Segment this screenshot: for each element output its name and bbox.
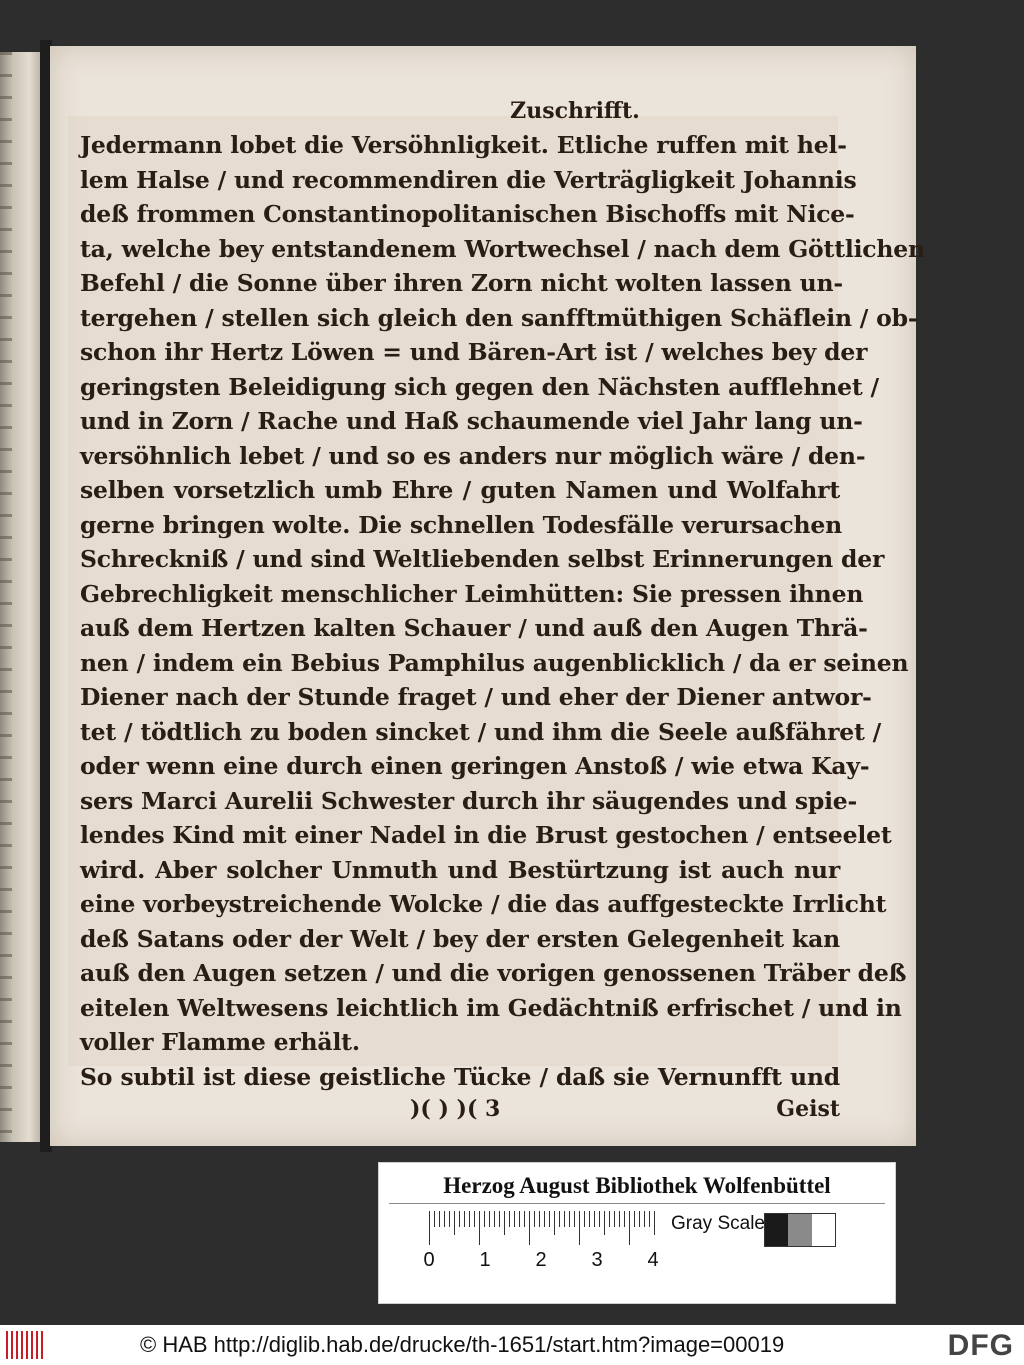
- text-line: selben vorsetzlich umb Ehre / guten Namen und Wolfahrt: [80, 476, 840, 504]
- ruler-tick: [489, 1211, 490, 1227]
- ruler-tick: [644, 1211, 645, 1227]
- text-line: oder wenn eine durch einen geringen Anstoß / wie etwa Kay-: [80, 752, 870, 780]
- text-line: Schreckniß / und sind Weltliebenden selbst Erinnerungen der: [80, 545, 885, 573]
- ruler-tick: [454, 1211, 455, 1235]
- ruler-tick: [484, 1211, 485, 1227]
- ruler-tick: [494, 1211, 495, 1227]
- text-line: So subtil ist diese geistliche Tücke / daß sie Vernunfft und: [80, 1062, 840, 1091]
- ruler-tick: [499, 1211, 500, 1227]
- scale-number: 0: [423, 1249, 435, 1271]
- text-line: ta, welche bey entstandenem Wortwechsel / nach dem Göttlichen: [80, 234, 925, 263]
- page-header: Zuschrifft.: [510, 98, 640, 124]
- library-card: [378, 1162, 896, 1304]
- ruler-tick: [519, 1211, 520, 1227]
- ruler-tick: [564, 1211, 565, 1227]
- ruler-tick: [639, 1211, 640, 1227]
- ruler-tick: [609, 1211, 610, 1227]
- ruler-tick: [629, 1211, 630, 1245]
- ruler-tick: [474, 1211, 475, 1227]
- footer-bar: [0, 1325, 1024, 1365]
- ruler-tick: [599, 1211, 600, 1227]
- ruler-tick: [604, 1211, 605, 1235]
- text-line: lem Halse / und recommendiren die Verträgligkeit Johannis: [80, 165, 857, 194]
- text-line: sers Marci Aurelii Schwester durch ihr säugendes und spie-: [80, 786, 858, 815]
- gray-scale-swatch: [764, 1213, 836, 1247]
- scale-number: 3: [591, 1249, 603, 1271]
- dfg-logo: DFG: [947, 1329, 1014, 1362]
- ruler-tick: [574, 1211, 575, 1227]
- ruler-tick: [539, 1211, 540, 1227]
- ruler-tick: [589, 1211, 590, 1227]
- text-line: deß frommen Constantinopolitanischen Bischoffs mit Nice-: [80, 200, 855, 228]
- card-divider: [389, 1203, 885, 1204]
- page-footer: [80, 1096, 840, 1130]
- ruler-tick: [439, 1211, 440, 1227]
- ruler-tick: [619, 1211, 620, 1227]
- signature-mark: )( ) )( 3: [410, 1096, 501, 1122]
- catchword: Geist: [776, 1096, 840, 1122]
- text-line: auß den Augen setzen / und die vorigen genossenen Träber deß: [80, 959, 907, 987]
- text-line: Gebrechligkeit menschlicher Leimhütten: Sie pressen ihnen: [80, 579, 864, 608]
- text-line: Jedermann lobet die Versöhnligkeit. Etliche ruffen mit hel-: [80, 131, 847, 159]
- ruler-tick: [469, 1211, 470, 1227]
- ruler-tick: [654, 1211, 655, 1235]
- text-lines: [80, 128, 925, 1094]
- ruler-tick: [524, 1211, 525, 1227]
- ruler-tick: [514, 1211, 515, 1227]
- scale-number: 2: [535, 1249, 547, 1271]
- text-line: nen / indem ein Bebius Pamphilus augenblicklich / da er seinen: [80, 648, 909, 677]
- text-line: voller Flamme erhält.: [80, 1028, 360, 1056]
- ruler-tick: [569, 1211, 570, 1227]
- text-line: tergehen / stellen sich gleich den sanfftmüthigen Schäflein / ob-: [80, 303, 918, 332]
- ruler-tick: [429, 1211, 430, 1245]
- ruler-tick: [544, 1211, 545, 1227]
- text-line: geringsten Beleidigung sich gegen den Nächsten aufflehnet /: [80, 372, 879, 401]
- text-line: deß Satans oder der Welt / bey der ersten Gelegenheit kan: [80, 924, 840, 953]
- ruler-tick: [614, 1211, 615, 1227]
- text-line: eine vorbeystreichende Wolcke / die das auffgesteckte Irrlicht: [80, 890, 887, 918]
- ruler-tick: [504, 1211, 505, 1235]
- text-line: versöhnlich lebet / und so es anders nur möglich wäre / den-: [80, 441, 866, 470]
- ruler-tick: [444, 1211, 445, 1227]
- text-line: schon ihr Hertz Löwen = und Bären-Art ist / welches bey der: [80, 338, 868, 366]
- gray-scale-label: Gray Scale: [671, 1213, 765, 1234]
- left-page-edge: [0, 52, 42, 1142]
- ruler-tick: [459, 1211, 460, 1227]
- ruler-tick: [549, 1211, 550, 1227]
- ruler-tick: [559, 1211, 560, 1227]
- ruler-tick: [649, 1211, 650, 1227]
- text-line: lendes Kind mit einer Nadel in die Brust gestochen / entseelet: [80, 821, 892, 849]
- copyright-link[interactable]: © HAB http://diglib.hab.de/drucke/th-1651/start.htm?image=00019: [140, 1332, 785, 1357]
- gray-swatch-cell: [812, 1214, 835, 1246]
- ruler-tick: [479, 1211, 480, 1245]
- scale-number: 1: [479, 1249, 491, 1271]
- barcode-icon: [6, 1331, 46, 1359]
- page-text-block: [80, 98, 925, 1130]
- library-name: Herzog August Bibliothek Wolfenbüttel: [443, 1173, 831, 1198]
- text-line: Befehl / die Sonne über ihren Zorn nicht wolten lassen un-: [80, 269, 843, 297]
- text-line: und in Zorn / Rache und Haß schaumende viel Jahr lang un-: [80, 407, 863, 435]
- text-line: auß dem Hertzen kalten Schauer / und auß den Augen Thrä-: [80, 614, 868, 642]
- ruler-tick: [434, 1211, 435, 1227]
- text-line: gerne bringen wolte. Die schnellen Todesfälle verursachen: [80, 510, 842, 539]
- scale-number: 4: [647, 1249, 659, 1271]
- scale-ruler: [429, 1211, 659, 1245]
- ruler-tick: [464, 1211, 465, 1227]
- ruler-tick: [579, 1211, 580, 1245]
- gray-swatch-cell: [788, 1214, 811, 1246]
- ruler-tick: [529, 1211, 530, 1245]
- ruler-tick: [449, 1211, 450, 1227]
- text-line: wird. Aber solcher Unmuth und Bestürtzung ist auch nur: [80, 855, 840, 884]
- ruler-tick: [634, 1211, 635, 1227]
- ruler-tick: [534, 1211, 535, 1227]
- ruler-tick: [594, 1211, 595, 1227]
- ruler-tick: [584, 1211, 585, 1227]
- gray-swatch-cell: [765, 1214, 788, 1246]
- ruler-tick: [554, 1211, 555, 1235]
- text-line: tet / tödtlich zu boden sincket / und ihm die Seele außfähret /: [80, 717, 882, 746]
- ruler-tick: [624, 1211, 625, 1227]
- ruler-tick: [509, 1211, 510, 1227]
- text-line: Diener nach der Stunde fraget / und eher der Diener antwor-: [80, 683, 872, 711]
- book-page: [50, 46, 925, 1146]
- text-line: eitelen Weltwesens leichtlich im Gedächtniß erfrischet / und in: [80, 993, 902, 1022]
- left-page-text-fragments: [0, 52, 12, 1142]
